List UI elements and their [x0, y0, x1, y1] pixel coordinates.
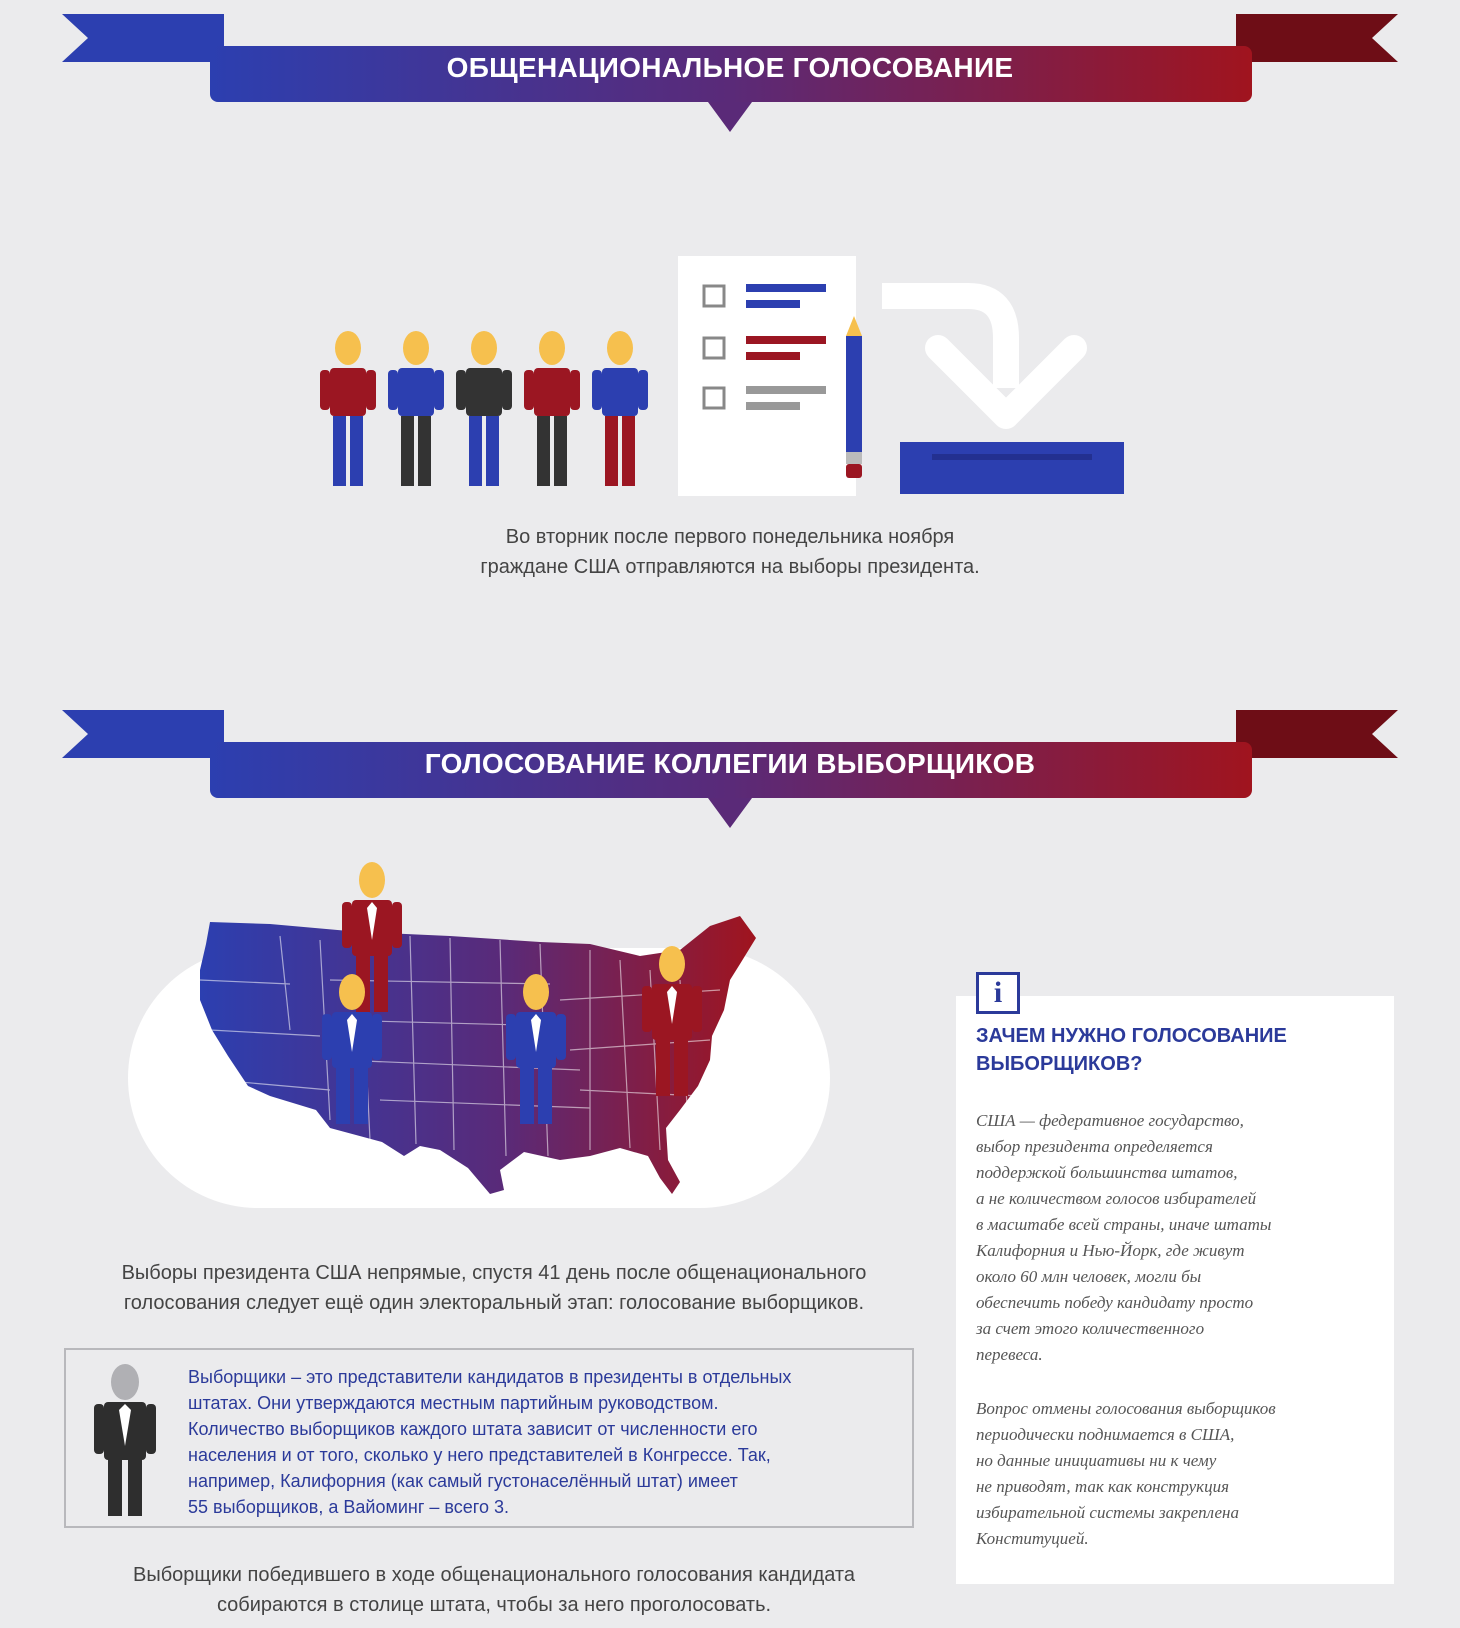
- info-para2-line: Вопрос отмены голосования выборщиков: [976, 1399, 1276, 1418]
- info-panel: [956, 996, 1394, 1584]
- elector-person-icon: [90, 1362, 160, 1518]
- section2-caption-line2: голосования следует ещё один электоральный этап: голосование выборщиков.: [123, 1292, 865, 1314]
- section2-title: ГОЛОСОВАНИЕ КОЛЛЕГИИ ВЫБОРЩИКОВ: [424, 748, 1036, 779]
- voter-icon: [456, 331, 512, 486]
- info-title-line2: ВЫБОРЩИКОВ?: [976, 1053, 1143, 1075]
- section2-bottom-caption: [64, 1560, 924, 1620]
- section1-caption: [330, 522, 1130, 582]
- section2-caption: [64, 1258, 924, 1318]
- voter-icon: [524, 331, 580, 486]
- electors-text-line: Количество выборщиков каждого штата зависит от численности его: [188, 1419, 758, 1439]
- electors-text-line: штатах. Они утверждаются местным партийным руководством.: [188, 1393, 719, 1413]
- section2-bottom-line1: Выборщики победившего в ходе общенационального голосования кандидата: [132, 1564, 855, 1586]
- info-title-line1: ЗАЧЕМ НУЖНО ГОЛОСОВАНИЕ: [976, 1025, 1287, 1047]
- electors-text-line: 55 выборщиков, а Вайоминг – всего 3.: [188, 1497, 509, 1517]
- info-para1-line: в масштабе всей страны, иначе штаты: [976, 1215, 1272, 1234]
- info-title: [976, 1022, 1336, 1078]
- section1-title: ОБЩЕНАЦИОНАЛЬНОЕ ГОЛОСОВАНИЕ: [446, 52, 1014, 83]
- info-para1-line: Калифорния и Нью-Йорк, где живут: [976, 1241, 1245, 1260]
- info-para2-line: но данные инициативы ни к чему: [976, 1451, 1217, 1470]
- map-electors-group: [320, 862, 740, 1142]
- info-para1-line: обеспечить победу кандидату просто: [976, 1293, 1254, 1312]
- info-para2-line: не приводят, так как конструкция: [976, 1477, 1230, 1496]
- info-icon: i: [976, 972, 1020, 1014]
- electors-text-line: например, Калифорния (как самый густонаселённый штат) имеет: [188, 1471, 738, 1491]
- info-para1-line: поддержкой большинства штатов,: [976, 1163, 1238, 1182]
- voter-icon: [320, 331, 376, 486]
- curved-arrow-down-icon: [878, 278, 1098, 438]
- info-para1-line: перевеса.: [976, 1345, 1043, 1364]
- info-para2-line: Конституцией.: [976, 1529, 1089, 1548]
- elector-figure: [506, 974, 566, 1124]
- pencil-icon: [842, 316, 866, 482]
- info-paragraph-2: [976, 1396, 1376, 1552]
- elector-figure: [642, 946, 702, 1096]
- info-para2-line: периодически поднимается в США,: [976, 1425, 1235, 1444]
- info-para2-line: избирательной системы закреплена: [976, 1503, 1239, 1522]
- info-paragraph-1: [976, 1108, 1376, 1368]
- ballot-checklist-icon: [678, 256, 868, 496]
- info-para1-line: США — федеративное государство,: [976, 1111, 1244, 1130]
- section2-bottom-line2: собираются в столице штата, чтобы за него проголосовать.: [216, 1594, 772, 1616]
- voter-icon: [388, 331, 444, 486]
- ballot-box-icon: [900, 440, 1126, 496]
- electors-box-text: [188, 1364, 888, 1520]
- electors-text-line: населения и от того, сколько у него представителей в Конгрессе. Так,: [188, 1445, 771, 1465]
- section1-caption-line2: граждане США отправляются на выборы президента.: [480, 556, 980, 578]
- voter-icon: [592, 331, 648, 486]
- info-para1-line: а не количеством голосов избирателей: [976, 1189, 1257, 1208]
- electors-box: [64, 1348, 914, 1528]
- info-para1-line: за счет этого количественного: [976, 1319, 1205, 1338]
- info-para1-line: выбор президента определяется: [976, 1137, 1213, 1156]
- elector-figure: [322, 974, 382, 1124]
- section1-caption-line1: Во вторник после первого понедельника ноября: [505, 526, 955, 548]
- electors-text-line: Выборщики – это представители кандидатов в президенты в отдельных: [188, 1367, 792, 1387]
- section2-caption-line1: Выборы президента США непрямые, спустя 41 день после общенационального: [121, 1262, 867, 1284]
- section1-banner: [0, 0, 1460, 140]
- info-para1-line: около 60 млн человек, могли бы: [976, 1267, 1202, 1286]
- section2-banner: [0, 696, 1460, 836]
- voters-group: [318, 330, 658, 490]
